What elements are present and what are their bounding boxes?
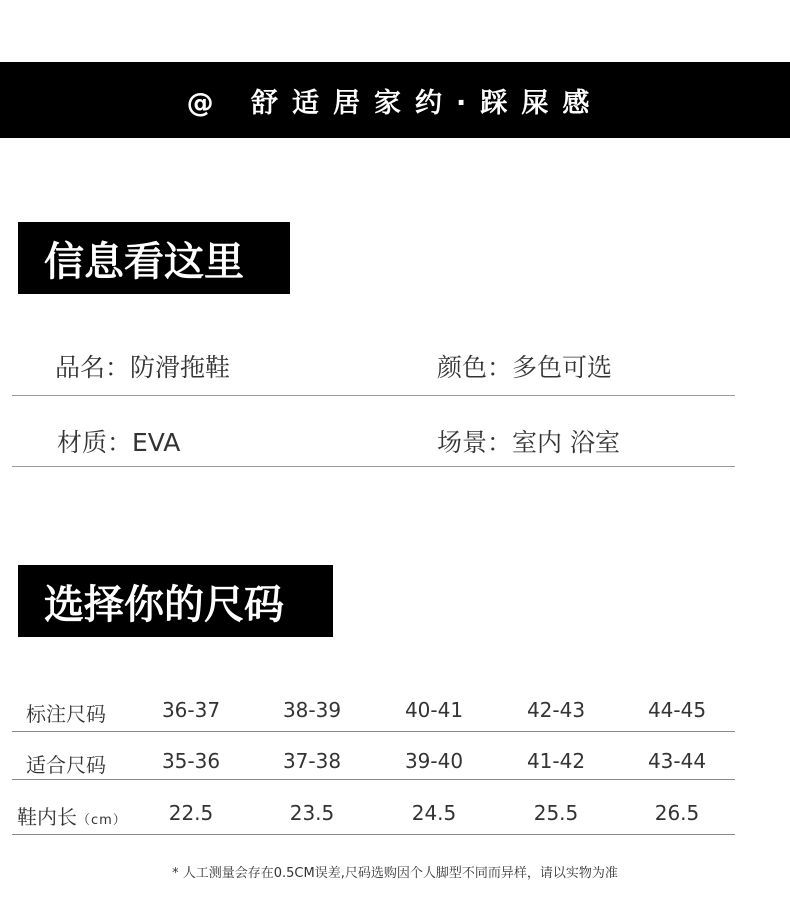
divider (12, 395, 735, 396)
section-title-size-text: 选择你的尺码 (44, 581, 284, 628)
size-cell: 38-39 (282, 698, 342, 722)
row-label: 适合尺码 (26, 753, 106, 777)
divider (12, 779, 735, 780)
size-cell: 42-43 (526, 698, 586, 722)
size-cell: 37-38 (282, 749, 342, 773)
size-cell: 40-41 (404, 698, 464, 722)
table-row (0, 801, 790, 831)
product-scene: 场景：室内 浴室 (437, 428, 620, 457)
section-title-info-text: 信息看这里 (44, 238, 244, 285)
row-label: 标注尺码 (26, 702, 106, 726)
size-cell: 35-36 (161, 749, 221, 773)
size-cell: 22.5 (168, 801, 214, 825)
row-label (17, 801, 127, 830)
size-cell: 23.5 (289, 801, 335, 825)
size-cell: 44-45 (647, 698, 707, 722)
size-cell: 43-44 (647, 749, 707, 773)
info-row (0, 348, 790, 388)
banner-slogan: @ 舒适居家约·踩屎感 (186, 87, 604, 119)
size-cell: 24.5 (411, 801, 457, 825)
product-color: 颜色：多色可选 (437, 353, 613, 382)
size-cell: 26.5 (654, 801, 700, 825)
product-material: 材质：EVA (57, 428, 181, 457)
size-cell: 36-37 (161, 698, 221, 722)
table-row (0, 749, 790, 779)
divider (12, 466, 735, 467)
section-title-size (18, 565, 333, 637)
row-label-text: 鞋内长 (17, 805, 77, 829)
footnote: * 人工测量会存在0.5CM误差,尺码选购因个人脚型不同而异样，请以实物为准 (172, 866, 618, 881)
size-cell: 41-42 (526, 749, 586, 773)
product-name: 品名：防滑拖鞋 (55, 353, 231, 382)
divider (12, 731, 735, 732)
info-row (0, 423, 790, 463)
section-title-info (18, 222, 290, 294)
header-banner (0, 62, 790, 138)
divider (12, 834, 735, 835)
row-label-unit: （cm） (77, 813, 127, 828)
size-cell: 25.5 (533, 801, 579, 825)
size-cell: 39-40 (404, 749, 464, 773)
table-row (0, 698, 790, 728)
